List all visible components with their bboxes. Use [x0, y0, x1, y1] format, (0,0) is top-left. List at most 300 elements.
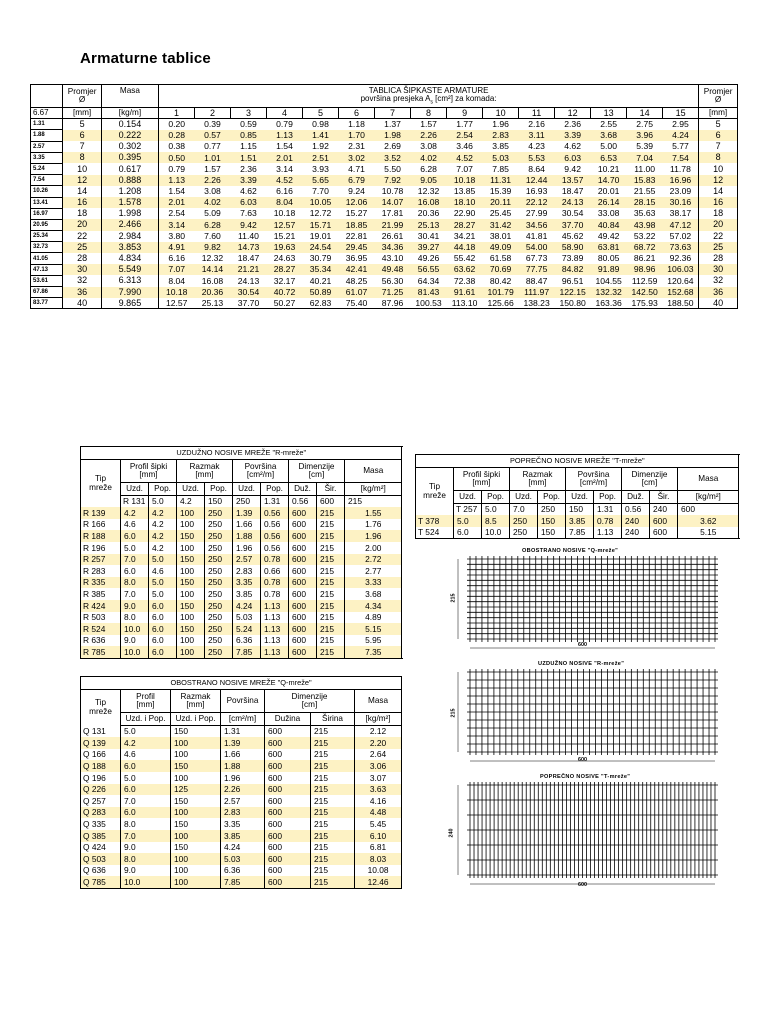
mesh-type-cell: Q 636	[81, 865, 121, 877]
table-row	[31, 242, 738, 253]
mesh-value-cell: 100	[171, 865, 221, 877]
table-row	[81, 495, 402, 507]
header-tip-label: Tip	[94, 474, 107, 484]
area-cell: 3.08	[204, 186, 221, 197]
area-cell: 4.24	[663, 130, 699, 141]
mesh-type-cell: R 188	[81, 530, 121, 542]
header-razmak-label: Razmak	[522, 469, 553, 479]
header-povrsina-unit: [cm²/m]	[246, 470, 275, 479]
area-cell: 16.08	[411, 197, 447, 208]
mesh-value-cell: 1.76	[345, 519, 402, 531]
header-razmak	[171, 690, 221, 713]
diameter-symbol-right: Ø	[714, 95, 722, 104]
area-cell: 48.25	[345, 275, 368, 286]
area-cell: 14.14	[194, 264, 230, 275]
area-cell: 11.78	[669, 163, 691, 174]
area-cell: 106.03	[663, 264, 699, 275]
area-cell: 1.70	[339, 130, 375, 141]
area-cell: 2.69	[384, 141, 401, 152]
mesh-value-cell: 1.13	[261, 646, 289, 658]
mesh-value-cell: 600	[289, 530, 317, 542]
mesh-value-cell: 2.83	[221, 807, 265, 819]
mesh-value-cell: 215	[317, 507, 345, 519]
area-cell: 21.55	[633, 186, 656, 197]
area-cell: 0.57	[194, 130, 230, 141]
mesh-value-cell: 1.39	[221, 737, 265, 749]
area-cell: 175.93	[631, 297, 658, 308]
diameter-cell: 6	[63, 130, 102, 141]
area-cell: 4.62	[564, 141, 581, 152]
mesh-value-cell: 215	[317, 588, 345, 600]
area-cell: 2.36	[240, 163, 257, 174]
header-mreze-label: mreže	[423, 490, 446, 500]
area-cell: 47.12	[663, 219, 699, 230]
table-row	[81, 677, 402, 690]
table-row	[81, 749, 402, 761]
mesh-value-cell: 600	[289, 646, 317, 658]
area-cell: 152.68	[663, 287, 699, 298]
area-cell: 56.55	[411, 264, 447, 275]
mesh-value-cell: 150	[171, 795, 221, 807]
area-cell: 1.01	[194, 152, 230, 163]
area-cell: 0.28	[158, 130, 194, 141]
mesh-value-cell: 12.46	[355, 876, 402, 888]
table-row	[81, 483, 402, 496]
mesh-value-cell: 7.0	[121, 588, 149, 600]
table-row	[81, 530, 402, 542]
area-cell: 41.81	[525, 230, 548, 241]
mesh-value-cell: 215	[317, 612, 345, 624]
area-cell: 104.55	[595, 275, 622, 286]
header-razmak	[510, 468, 566, 491]
area-cell: 38.01	[489, 230, 512, 241]
area-cell: 4.02	[194, 197, 230, 208]
diameter-cell: 22	[63, 231, 102, 242]
rebar-table-subtitle-index: s	[430, 99, 433, 106]
mesh-type-cell: Q 196	[81, 772, 121, 784]
table-row	[81, 865, 402, 877]
mesh-value-cell: 7.0	[121, 795, 171, 807]
mesh-type-cell: Q 139	[81, 737, 121, 749]
mesh-value-cell: 215	[311, 865, 355, 877]
area-cell: 9.05	[411, 175, 447, 186]
mesh-value-cell: 240	[650, 503, 678, 515]
subheader-s_sir: Šir.	[650, 491, 678, 504]
mesh-value-cell: 5.0	[149, 588, 177, 600]
mesh-value-cell: 600	[289, 542, 317, 554]
area-cell: 64.34	[417, 275, 440, 286]
area-cell: 7.04	[627, 152, 663, 163]
t-mesh-height-label: 240	[448, 828, 455, 838]
mesh-value-cell: 215	[317, 635, 345, 647]
mesh-value-cell: 1.13	[594, 527, 622, 539]
area-cell: 1.41	[303, 130, 339, 141]
area-cell: 26.61	[381, 230, 404, 241]
area-cell: 2.55	[600, 119, 617, 130]
mass-cell: 0.222	[101, 130, 158, 141]
t-mesh-table-title: POPREČNO NOSIVE MREŽE "T-mreže"	[416, 455, 739, 468]
diameter-cell: 10	[63, 163, 102, 174]
diameter-cell-right: 6	[699, 130, 738, 141]
area-cell: 24.54	[303, 242, 339, 253]
area-cell: 36.95	[345, 253, 368, 264]
mesh-type-cell: R 785	[81, 646, 121, 658]
mesh-value-cell: 600	[289, 519, 317, 531]
area-cell: 7.70	[312, 186, 329, 197]
mesh-type-cell: Q 226	[81, 784, 121, 796]
page-title: Armaturne tablice	[80, 50, 211, 67]
mesh-value-cell: 600	[265, 749, 311, 761]
area-cell: 6.53	[591, 152, 627, 163]
mesh-type-cell: Q 424	[81, 842, 121, 854]
area-cell: 50.27	[273, 297, 296, 308]
mesh-value-cell: 5.0	[121, 772, 171, 784]
mesh-value-cell: 6.0	[121, 530, 149, 542]
header-dimenzije-unit: [cm]	[641, 478, 658, 487]
area-cell: 10.78	[381, 186, 404, 197]
mesh-value-cell: 2.00	[345, 542, 402, 554]
mesh-value-cell: 215	[317, 519, 345, 531]
mesh-type-cell: R 131	[121, 495, 149, 507]
area-cell: 20.11	[483, 197, 519, 208]
area-cell: 5.65	[303, 175, 339, 186]
mesh-value-cell: 215	[317, 623, 345, 635]
mesh-value-cell: 150	[177, 600, 205, 612]
area-cell: 16.93	[525, 186, 548, 197]
mesh-value-cell: 5.0	[482, 503, 510, 515]
table-row	[31, 253, 738, 264]
header-profil-label: Profil	[136, 691, 155, 701]
mesh-value-cell: 2.57	[233, 554, 261, 566]
area-cell: 62.83	[309, 297, 332, 308]
area-cell: 5.09	[204, 208, 221, 219]
area-cell: 5.77	[672, 141, 689, 152]
area-cell: 4.91	[158, 242, 194, 253]
rebar-table-subtitle-unit: [cm²] za komada:	[432, 93, 497, 103]
header-mreze-label: mreže	[89, 482, 112, 492]
header-tip	[81, 690, 121, 726]
area-cell: 0.50	[158, 152, 194, 163]
area-cell: 72.38	[453, 275, 476, 286]
header-dimenzije-label: Dimenzije	[298, 461, 335, 471]
mesh-value-cell: 0.78	[261, 577, 289, 589]
area-cell: 0.77	[204, 141, 221, 152]
area-cell: 2.54	[447, 130, 483, 141]
mesh-value-cell: 8.5	[482, 515, 510, 527]
area-cell: 2.51	[303, 152, 339, 163]
header-promjer-label: Promjer	[67, 86, 97, 96]
diameter-cell: 32	[63, 275, 102, 286]
mesh-value-cell: 0.78	[261, 554, 289, 566]
table-row	[81, 853, 402, 865]
area-cell: 22.81	[345, 230, 368, 241]
mesh-value-cell: 1.96	[221, 772, 265, 784]
mesh-type-cell: R 503	[81, 612, 121, 624]
side-value: 7.54	[31, 175, 63, 186]
mass-cell: 4.834	[101, 253, 158, 264]
mesh-value-cell: 600	[265, 737, 311, 749]
mesh-value-cell: 150	[538, 527, 566, 539]
mesh-value-cell: 100	[171, 853, 221, 865]
mesh-value-cell: 600	[289, 623, 317, 635]
table-row	[31, 85, 738, 108]
mesh-value-cell: 6.0	[149, 623, 177, 635]
q-mesh-table	[80, 676, 402, 889]
area-cell: 5.00	[600, 141, 617, 152]
mesh-value-cell: 5.95	[345, 635, 402, 647]
area-cell: 34.21	[453, 230, 476, 241]
mesh-value-cell: 600	[289, 554, 317, 566]
mesh-type-cell: R 139	[81, 507, 121, 519]
mesh-value-cell: 250	[510, 527, 538, 539]
table-row	[31, 197, 738, 208]
header-dimenzije-unit: [cm]	[308, 470, 325, 479]
area-cell: 18.47	[237, 253, 260, 264]
area-cell: 28.15	[627, 197, 663, 208]
mesh-type-cell: Q 785	[81, 876, 121, 888]
header-povrsina	[233, 460, 289, 483]
area-cell: 2.36	[564, 119, 581, 130]
side-header-value: 6.67	[31, 108, 63, 119]
mesh-value-cell: 6.0	[121, 784, 171, 796]
table-row	[81, 818, 402, 830]
header-dimenzije-label: Dimenzije	[631, 469, 668, 479]
subheader-s_duz: Duž.	[622, 491, 650, 504]
diameter-cell: 14	[63, 186, 102, 197]
area-cell: 34.36	[375, 242, 411, 253]
mesh-value-cell: 215	[311, 807, 355, 819]
mesh-value-cell: 3.33	[345, 577, 402, 589]
header-povrsina: Površina	[221, 690, 265, 713]
area-cell: 2.95	[672, 119, 689, 130]
subheader-s_kgm: [kg/m²]	[355, 713, 402, 726]
mesh-value-cell: 215	[311, 737, 355, 749]
table-row	[81, 623, 402, 635]
area-cell: 42.41	[339, 264, 375, 275]
mesh-value-cell: 150	[538, 515, 566, 527]
mesh-value-cell: 5.03	[221, 853, 265, 865]
area-cell: 67.73	[525, 253, 548, 264]
area-cell: 18.10	[447, 197, 483, 208]
mesh-value-cell: 1.66	[221, 749, 265, 761]
area-cell: 61.07	[339, 287, 375, 298]
mesh-value-cell: 0.56	[622, 503, 650, 515]
mesh-value-cell: 6.0	[149, 646, 177, 658]
area-cell: 2.26	[194, 175, 230, 186]
area-cell: 31.42	[483, 219, 519, 230]
table-row	[81, 612, 402, 624]
area-cell: 2.83	[483, 130, 519, 141]
diameter-cell: 28	[63, 253, 102, 264]
mesh-value-cell: 1.13	[261, 612, 289, 624]
area-cell: 4.23	[528, 141, 545, 152]
mesh-value-cell: 215	[311, 830, 355, 842]
area-cell: 61.58	[489, 253, 512, 264]
header-masa: Masa	[101, 85, 158, 108]
area-cell: 25.45	[489, 208, 512, 219]
table-row	[81, 807, 402, 819]
q-mesh-height-label: 215	[450, 593, 457, 603]
area-cell: 1.57	[204, 163, 221, 174]
diameter-cell: 8	[63, 152, 102, 163]
table-row	[81, 646, 402, 658]
area-cell: 8.04	[158, 275, 194, 286]
area-cell: 112.59	[631, 275, 658, 286]
area-cell: 19.63	[266, 242, 302, 253]
r-mesh-height-label: 215	[450, 708, 457, 718]
r-mesh-width-label: 600	[578, 757, 587, 763]
header-masa: Masa	[678, 468, 739, 491]
subheader-s_uzd2: Uzd.	[510, 491, 538, 504]
area-cell: 8.04	[266, 197, 302, 208]
mesh-value-cell: 3.62	[678, 515, 739, 527]
mesh-value-cell: 10.08	[355, 865, 402, 877]
mesh-value-cell: 8.0	[121, 818, 171, 830]
header-promjer-right	[699, 85, 738, 108]
mesh-type-cell: R 385	[81, 588, 121, 600]
diameter-cell: 20	[63, 219, 102, 230]
area-cell: 7.85	[492, 163, 509, 174]
mesh-value-cell: 2.12	[355, 725, 402, 737]
mesh-value-cell: 3.85	[233, 588, 261, 600]
mesh-value-cell: 150	[171, 760, 221, 772]
header-promjer-right-label: Promjer	[703, 86, 733, 96]
area-cell: 49.26	[417, 253, 440, 264]
mass-cell: 0.302	[101, 141, 158, 152]
mesh-value-cell: 250	[205, 588, 233, 600]
mesh-value-cell: 2.26	[221, 784, 265, 796]
table-row	[81, 690, 402, 713]
area-cell: 14.70	[591, 175, 627, 186]
area-cell: 20.36	[194, 287, 230, 298]
area-cell: 100.53	[415, 297, 442, 308]
subheader-s_pop3: Pop.	[594, 491, 622, 504]
area-cell: 12.44	[519, 175, 555, 186]
mesh-value-cell: 250	[205, 600, 233, 612]
area-cell: 142.50	[627, 287, 663, 298]
mesh-value-cell: 8.0	[121, 577, 149, 589]
rebar-table-title: TABLICA ŠIPKASTE ARMATURE	[368, 85, 489, 95]
mesh-value-cell: 5.0	[121, 725, 171, 737]
mesh-value-cell: 215	[311, 853, 355, 865]
header-razmak	[177, 460, 233, 483]
diameter-cell-right: 30	[699, 264, 738, 275]
area-cell: 10.18	[158, 287, 194, 298]
mesh-value-cell: 6.36	[221, 865, 265, 877]
mesh-value-cell: 0.56	[289, 495, 317, 507]
q-mesh-diagram	[440, 553, 730, 653]
header-profil-unit: [mm]	[472, 478, 491, 487]
mesh-type-cell: Q 131	[81, 725, 121, 737]
area-cell: 68.72	[627, 242, 663, 253]
area-cell: 120.64	[667, 275, 694, 286]
area-cell: 5.39	[636, 141, 654, 152]
subheader-s_uzd3: Uzd.	[233, 483, 261, 496]
area-cell: 98.96	[627, 264, 663, 275]
mesh-value-cell: 3.06	[355, 760, 402, 772]
mesh-value-cell: 600	[289, 507, 317, 519]
table-row	[31, 186, 738, 197]
area-cell: 96.51	[561, 275, 584, 286]
mesh-value-cell: 4.24	[233, 600, 261, 612]
mesh-value-cell: 1.96	[345, 530, 402, 542]
mass-cell: 1.208	[101, 186, 158, 197]
area-cell: 86.21	[633, 253, 656, 264]
area-cell: 13.57	[555, 175, 591, 186]
mesh-value-cell: 0.56	[261, 542, 289, 554]
count-header: 3	[230, 108, 266, 119]
table-row	[81, 565, 402, 577]
table-row	[31, 219, 738, 230]
header-tip-label: Tip	[428, 482, 441, 492]
mesh-value-cell: 100	[177, 635, 205, 647]
table-row	[81, 577, 402, 589]
mesh-value-cell: 100	[177, 507, 205, 519]
mesh-value-cell: 4.24	[221, 842, 265, 854]
mesh-value-cell: 2.57	[221, 795, 265, 807]
area-cell: 3.39	[555, 130, 591, 141]
area-cell: 6.28	[420, 163, 437, 174]
mesh-value-cell: 600	[317, 495, 345, 507]
side-value: 5.24	[31, 163, 63, 174]
mesh-value-cell: 1.88	[221, 760, 265, 772]
header-tip-label: Tip	[94, 698, 107, 708]
diameter-cell-right: 20	[699, 219, 738, 230]
area-cell: 28.27	[266, 264, 302, 275]
area-cell: 80.05	[597, 253, 620, 264]
mesh-type-cell: T 378	[416, 515, 454, 527]
area-cell: 7.63	[240, 208, 257, 219]
mesh-value-cell: 6.0	[149, 612, 177, 624]
mesh-value-cell: 6.81	[355, 842, 402, 854]
area-cell: 6.03	[555, 152, 591, 163]
header-mreze-label: mreže	[89, 706, 112, 716]
mesh-value-cell: 1.31	[221, 725, 265, 737]
mesh-value-cell: 5.0	[149, 577, 177, 589]
diameter-cell-right: 10	[699, 163, 738, 174]
mesh-value-cell: 7.35	[345, 646, 402, 658]
header-dimenzije	[622, 468, 678, 491]
diameter-cell-right: 8	[699, 152, 738, 163]
count-header: 4	[266, 108, 302, 119]
mesh-type-cell: R 166	[81, 519, 121, 531]
mesh-type-cell: T 524	[416, 527, 454, 539]
diameter-cell: 30	[63, 264, 102, 275]
mesh-value-cell: 1.39	[233, 507, 261, 519]
subheader-s_uzd2: Uzd.	[177, 483, 205, 496]
q-mesh-diagram-caption: OBOSTRANO NOSIVE "Q-mreže"	[522, 548, 619, 554]
area-cell: 6.03	[230, 197, 266, 208]
area-cell: 37.70	[237, 297, 260, 308]
mesh-value-cell: 4.2	[149, 507, 177, 519]
area-cell: 12.32	[201, 253, 224, 264]
area-cell: 0.79	[276, 119, 293, 130]
mesh-value-cell: 100	[171, 830, 221, 842]
mesh-value-cell: 250	[233, 495, 261, 507]
mesh-value-cell: 4.2	[121, 737, 171, 749]
mesh-value-cell: 600	[289, 565, 317, 577]
subheader-s_uzd: Uzd.	[121, 483, 149, 496]
count-header: 2	[194, 108, 230, 119]
area-cell: 4.71	[348, 163, 365, 174]
area-cell: 80.42	[489, 275, 512, 286]
area-cell: 14.07	[375, 197, 411, 208]
diameter-cell-right: 12	[699, 175, 738, 186]
mesh-value-cell: 7.0	[121, 830, 171, 842]
area-cell: 10.18	[273, 208, 296, 219]
area-cell: 18.85	[339, 219, 375, 230]
mesh-value-cell: 215	[317, 577, 345, 589]
